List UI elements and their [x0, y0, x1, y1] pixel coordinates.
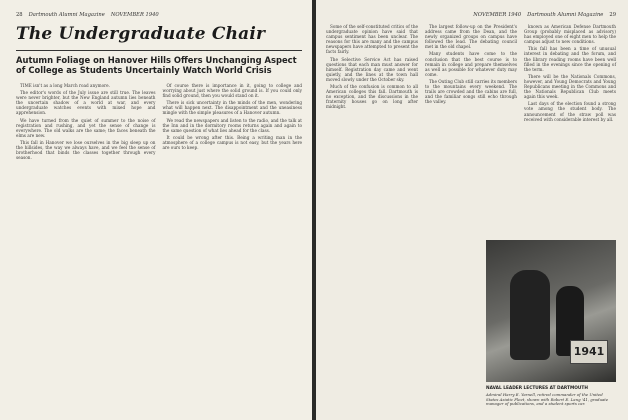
paragraph: The Outing Club still carries its members to the mountains every weekend. The trails are crowded and the cabins are full, and the familiar songs still echo through the valley. — [425, 78, 517, 105]
magazine-name: Dartmouth Alumni Magazine — [527, 12, 604, 18]
title-rule — [16, 50, 302, 51]
paragraph: Of course there is importance in it, going to college and worrying about just where the solid ground is. If you could only find solid ground, then you would stand on it. — [162, 83, 302, 99]
paragraph: There is sick uncertainty in the minds of the men, wondering what will happen next. The disappointment and the uneasiness mingle with the simple pleasures of a Hanover autumn. — [162, 100, 302, 116]
paragraph: Last days of the election found a strong vote among the student body. The announcement of the straw poll was received with considerable interest by all. — [524, 101, 616, 122]
photo-caption: Admiral Harry E. Yarnell, retired commander of the United States Asiatic Fleet, shown with Robert E. Lang '41, graduate manager of publications, and a student sports car. — [486, 392, 609, 407]
news-photo — [486, 240, 616, 382]
person-figure — [510, 270, 550, 360]
folio-right — [326, 12, 616, 18]
magazine-name: Dartmouth Alumni Magazine — [28, 12, 105, 18]
paragraph: The largest follow-up on the President's address came from the Dean, and the newly organized groups on campus have followed the lead. The debating council met in the old chapel. — [425, 24, 517, 50]
article-title: The Undergraduate Chair — [16, 24, 266, 44]
paragraph: This fall in Hanover we lose ourselves in the big sleep up on the hillsides, the way we always have, and we feel the sense of brotherhood that binds the classes together through every season. — [16, 139, 156, 161]
issue-date: NOVEMBER 1940 — [473, 12, 522, 18]
left-page — [0, 0, 312, 420]
paragraph: known as American Defense Dartmouth Group (probably misplaced as advisory) has employed one of eight men to help the campus adjust to new conditions. — [524, 24, 616, 45]
right-page — [316, 0, 628, 420]
right-columns — [326, 24, 616, 124]
photo-caption-heading: NAVAL LEADER LECTURES AT DARTMOUTH — [486, 386, 588, 391]
paragraph: The Selective Service Act has raised questions that each man must answer for himself. Registration day came and went quietly, and the lines at the town hall moved slowly under the October sky. — [326, 56, 418, 82]
left-columns — [16, 83, 302, 162]
paragraph: Some of the self-constituted critics of the undergraduate opinion have said that campus sentiment has been unclear. The reasons for this are many and the campus newspapers have attempted to present the facts fairly. — [326, 24, 418, 55]
right-column-3 — [524, 24, 616, 124]
left-column-2 — [163, 83, 303, 162]
paragraph: This fall has been a time of unusual interest in debating and the forum, and the library reading rooms have been well filled in the evenings since the opening of the term. — [524, 46, 616, 72]
issue-date: NOVEMBER 1940 — [110, 12, 159, 18]
folio-left — [16, 12, 302, 18]
paragraph: The editor's words of the July issue are still true. The leaves were never brighter, but the New England autumn lies beneath the uncertain shadow of a world at war, and every undergraduate watches events with mixed hope and apprehension. — [16, 90, 156, 116]
paragraph: We have turned from the quiet of summer to the noise of registration and rushing, and yet the sense of change is everywhere. The old walks are the same; the faces beneath the elms are new. — [16, 117, 156, 138]
paragraph: It could be wrong after this. Being a writing man in the atmosphere of a college campus is not easy, but the years here are ours to keep. — [162, 134, 302, 151]
paragraph: Many students have come to the conclusion that the best course is to remain in college and prepare themselves as well as possible for whatever duty may come. — [425, 51, 517, 77]
paragraph: We read the newspapers and listen to the radio, and the talk at the Inn and in the dormitory rooms returns again and again to the same question of what lies ahead for the class. — [162, 117, 302, 133]
page-number: 29 — [609, 12, 616, 18]
license-plate-sign: 1941 — [570, 340, 608, 364]
page-number: 28 — [16, 12, 23, 18]
right-column-2 — [425, 24, 517, 124]
left-column-1 — [16, 83, 156, 162]
paragraph: There will be the Nationals Commons, however, and Young Democrats and Young Republicans meeting in the Commons and the Nationals Republican Club meets again this week. — [524, 73, 616, 100]
paragraph: Much of the confusion is common to all American colleges this fall. Dartmouth is no exception, and the discussions in the fraternity houses go on long after midnight. — [326, 84, 418, 110]
paragraph: TIME isn't as a long March road anymore. — [20, 83, 110, 88]
right-column-1 — [326, 24, 418, 124]
article-deck: Autumn Foliage on Hanover Hills Offers Unchanging Aspect of College as Students Uncertainly Watch World Crisis — [16, 55, 297, 75]
